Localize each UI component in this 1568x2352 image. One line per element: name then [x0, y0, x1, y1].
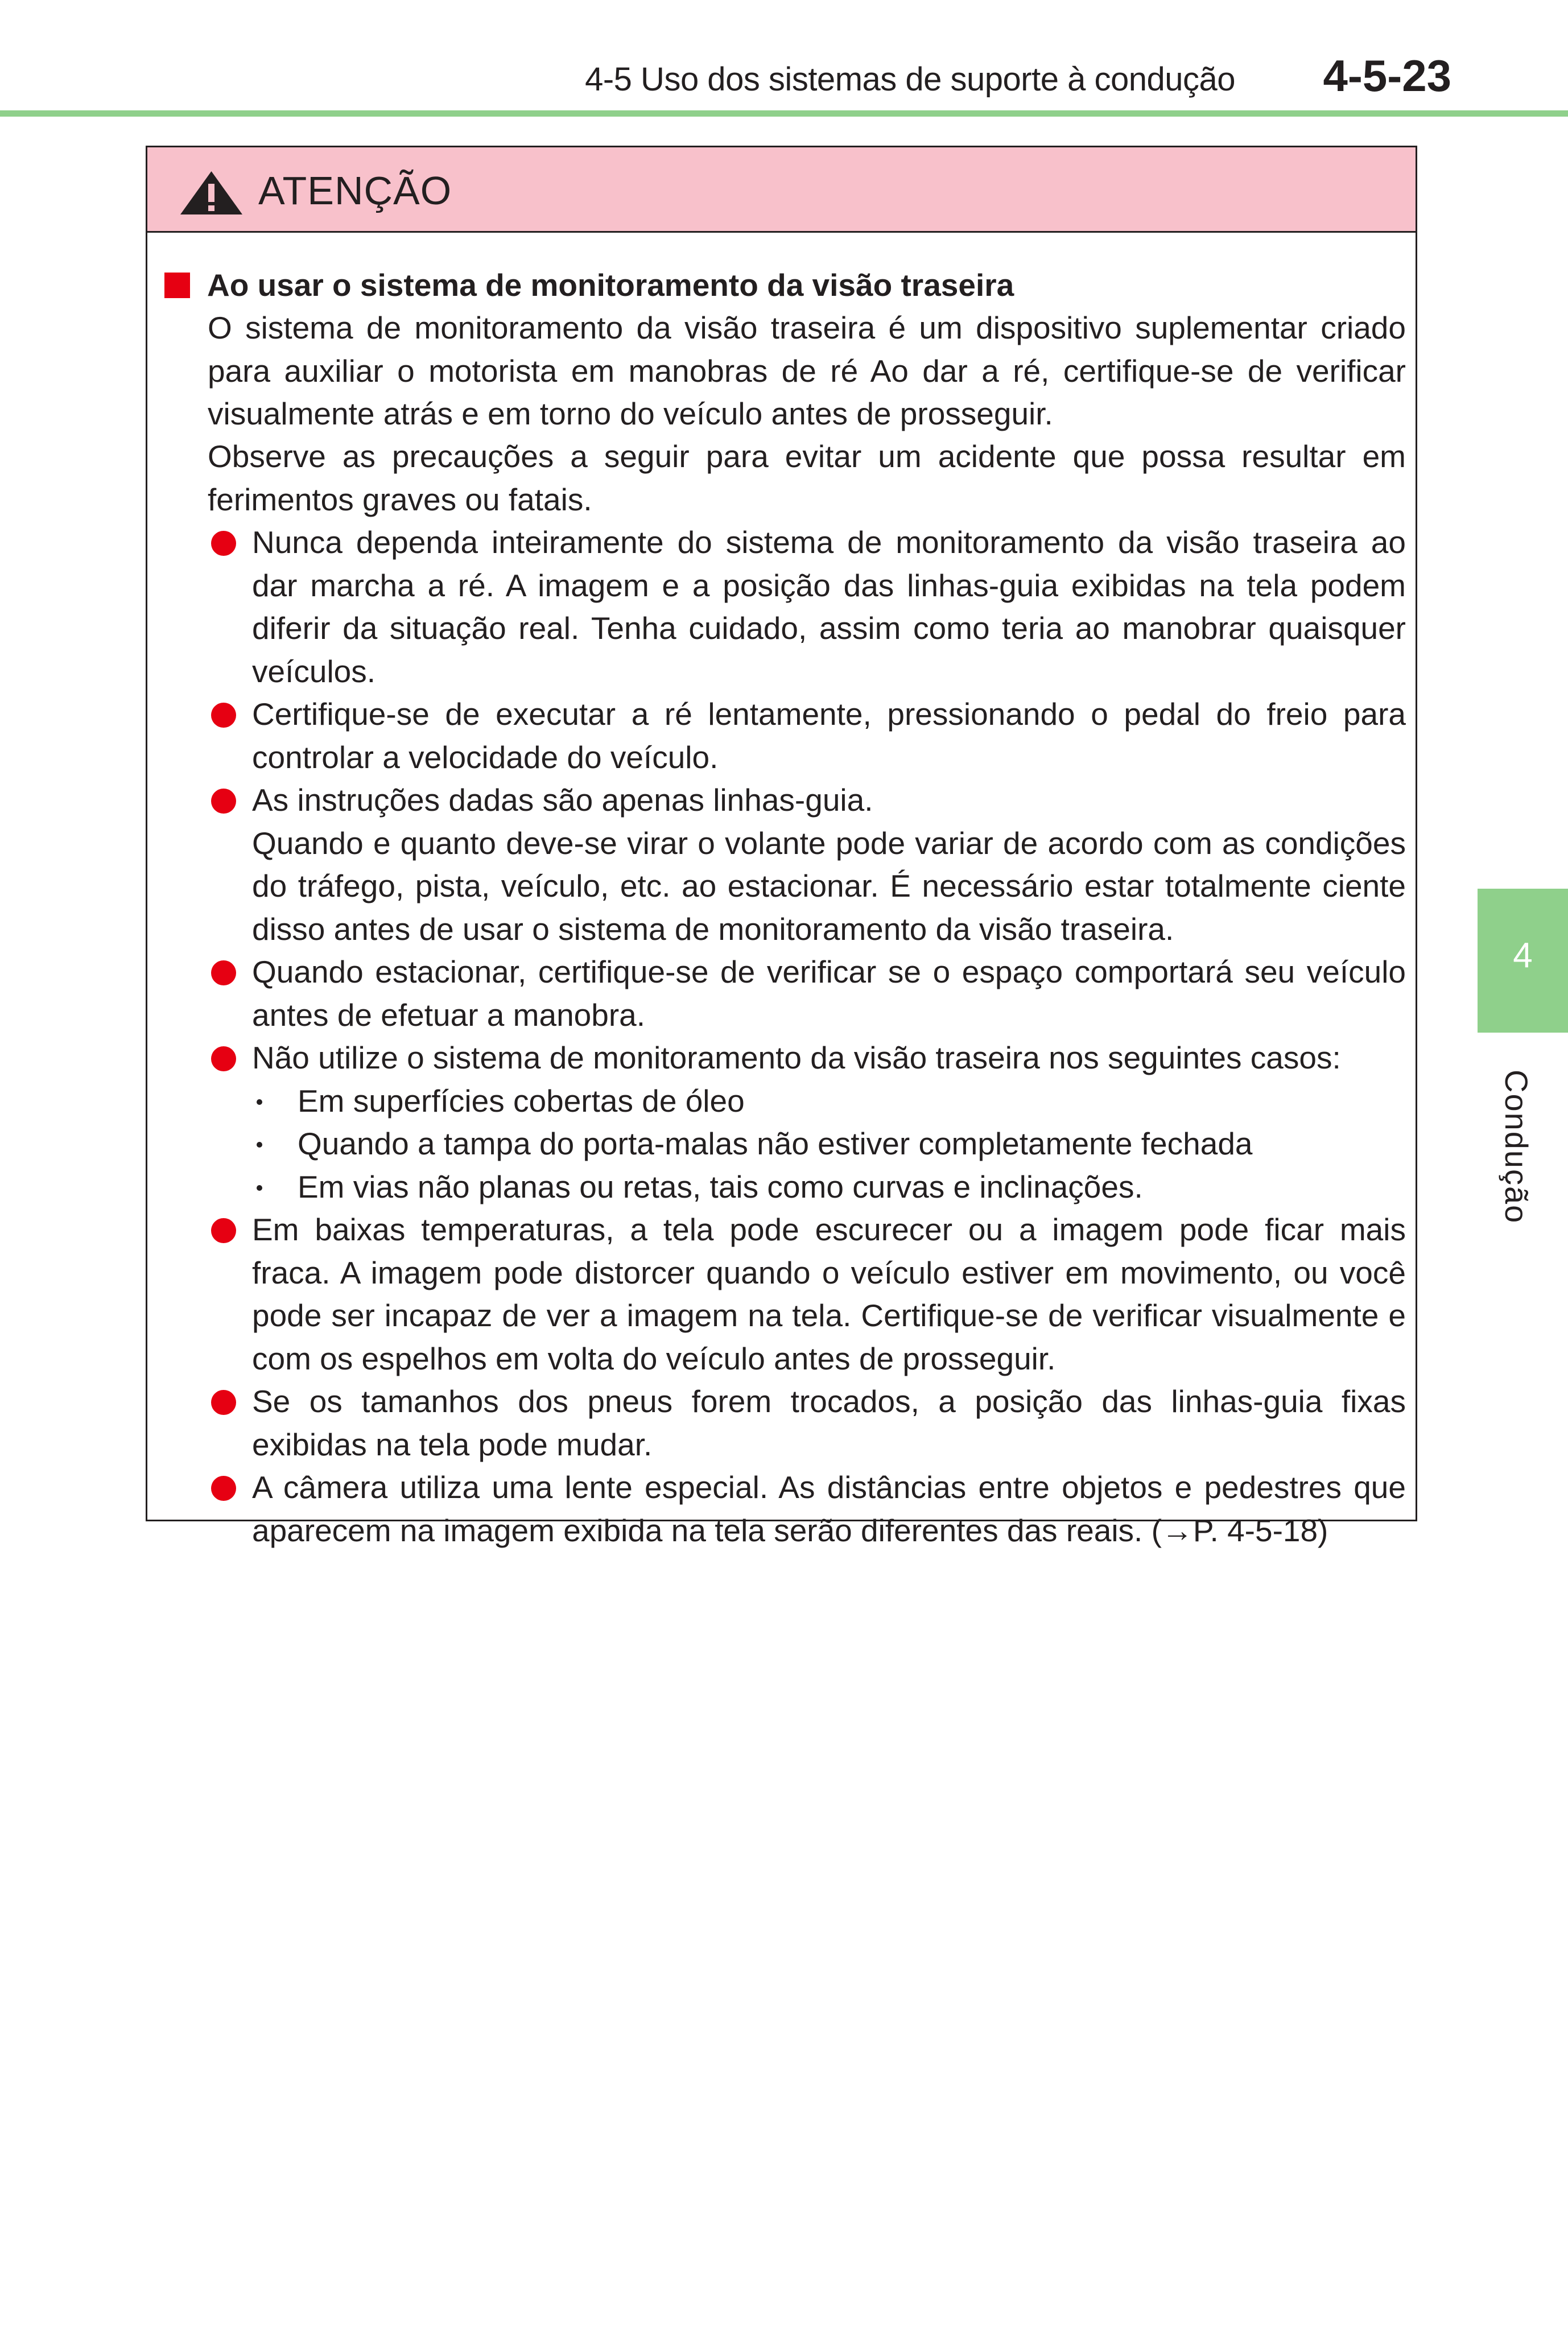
sub-list-item [252, 1166, 1406, 1209]
intro-paragraph: O sistema de monitoramento da visão traseira é um dispositivo suplementar criado para auxiliar o motorista em manobras de ré Ao dar a ré, certifique-se de verificar visualmente atrás e em torno do veículo antes de prosseguir. [208, 310, 1406, 431]
sub-item-text: Quando a tampa do porta-malas não estiver completamente fechada [298, 1126, 1253, 1161]
bullet-text: Quando estacionar, certifique-se de verificar se o espaço comportará seu veículo antes de efetuar a manobra. [252, 954, 1406, 1033]
sub-item-text: Em superfícies cobertas de óleo [298, 1083, 745, 1119]
list-item [208, 1208, 1406, 1380]
chapter-tab[interactable] [1478, 889, 1568, 1033]
small-bullet-icon [257, 1099, 262, 1105]
list-item [208, 521, 1406, 693]
bullet-text: Nunca dependa inteiramente do sistema de monitoramento da visão traseira ao dar marcha a ré. A imagem e a posição das linhas-guia exibidas na tela podem diferir da situação real. Tenha cuidado, assim como teria ao manobrar quaisquer veículos. [252, 525, 1406, 689]
list-item [208, 693, 1406, 779]
bullet-text: A câmera utiliza uma lente especial. As distâncias entre objetos e pedestres que aparecem na imagem exibida na tela serão diferentes das reais. (→P. 4-5-18) [252, 1470, 1406, 1548]
list-item [208, 1037, 1406, 1208]
list-item [208, 1380, 1406, 1466]
warning-header [147, 147, 1416, 233]
red-bullet-icon [211, 789, 236, 814]
bullet-text: Certifique-se de executar a ré lentamente, pressionando o pedal do freio para controlar a velocidade do veículo. [252, 696, 1406, 775]
section-heading [164, 264, 1014, 307]
red-bullet-icon [211, 1046, 236, 1071]
page-header [0, 0, 1568, 119]
header-divider [0, 110, 1568, 117]
bullet-text: As instruções dadas são apenas linhas-guia. [252, 782, 873, 818]
bullet-text: Em baixas temperaturas, a tela pode escurecer ou a imagem pode ficar mais fraca. A imagem pode distorcer quando o veículo estiver em movimento, ou você pode ser incapaz de ver a imagem na tela. Certifique-se de verificar visualmente e com os espelhos em volta do veículo antes de prosseguir. [252, 1212, 1406, 1376]
precaution-list [208, 521, 1406, 1552]
red-square-icon [164, 273, 190, 298]
bullet-continuation-text: Quando e quanto deve-se virar o volante pode variar de acordo com as condições do tráfego, pista, veículo, etc. ao estacionar. É necessário estar totalmente ciente disso antes de usar o sistema de monitoramento da visão traseira. [252, 825, 1406, 947]
sub-list-item [252, 1080, 1406, 1123]
sub-list-item [252, 1123, 1406, 1166]
red-bullet-icon [211, 1476, 236, 1501]
warning-box [146, 146, 1417, 1548]
section-title: 4-5 Uso dos sistemas de suporte à condução [585, 61, 1235, 98]
small-bullet-icon [257, 1185, 262, 1191]
red-bullet-icon [211, 703, 236, 728]
page-number: 4-5-23 [1323, 51, 1451, 101]
red-bullet-icon [211, 531, 236, 556]
list-item [208, 1466, 1406, 1552]
bullet-text: Não utilize o sistema de monitoramento da visão traseira nos seguintes casos: [252, 1040, 1341, 1075]
red-bullet-icon [211, 1218, 236, 1243]
intro-paragraph: Observe as precauções a seguir para evitar um acidente que possa resultar em ferimentos graves ou fatais. [208, 439, 1406, 517]
chapter-number: 4 [1513, 936, 1533, 975]
chapter-label: Condução [1499, 1070, 1534, 1224]
red-bullet-icon [211, 960, 236, 985]
bullet-text: Se os tamanhos dos pneus forem trocados, a posição das linhas-guia fixas exibidas na tela pode mudar. [252, 1384, 1406, 1462]
warning-title: ATENÇÃO [258, 168, 452, 213]
section-heading-text: Ao usar o sistema de monitoramento da visão traseira [207, 267, 1014, 303]
red-bullet-icon [211, 1390, 236, 1415]
warning-triangle-icon [179, 170, 244, 216]
list-item [208, 951, 1406, 1037]
sub-item-text: Em vias não planas ou retas, tais como curvas e inclinações. [298, 1169, 1143, 1204]
list-item [208, 779, 1406, 951]
small-bullet-icon [257, 1142, 262, 1148]
